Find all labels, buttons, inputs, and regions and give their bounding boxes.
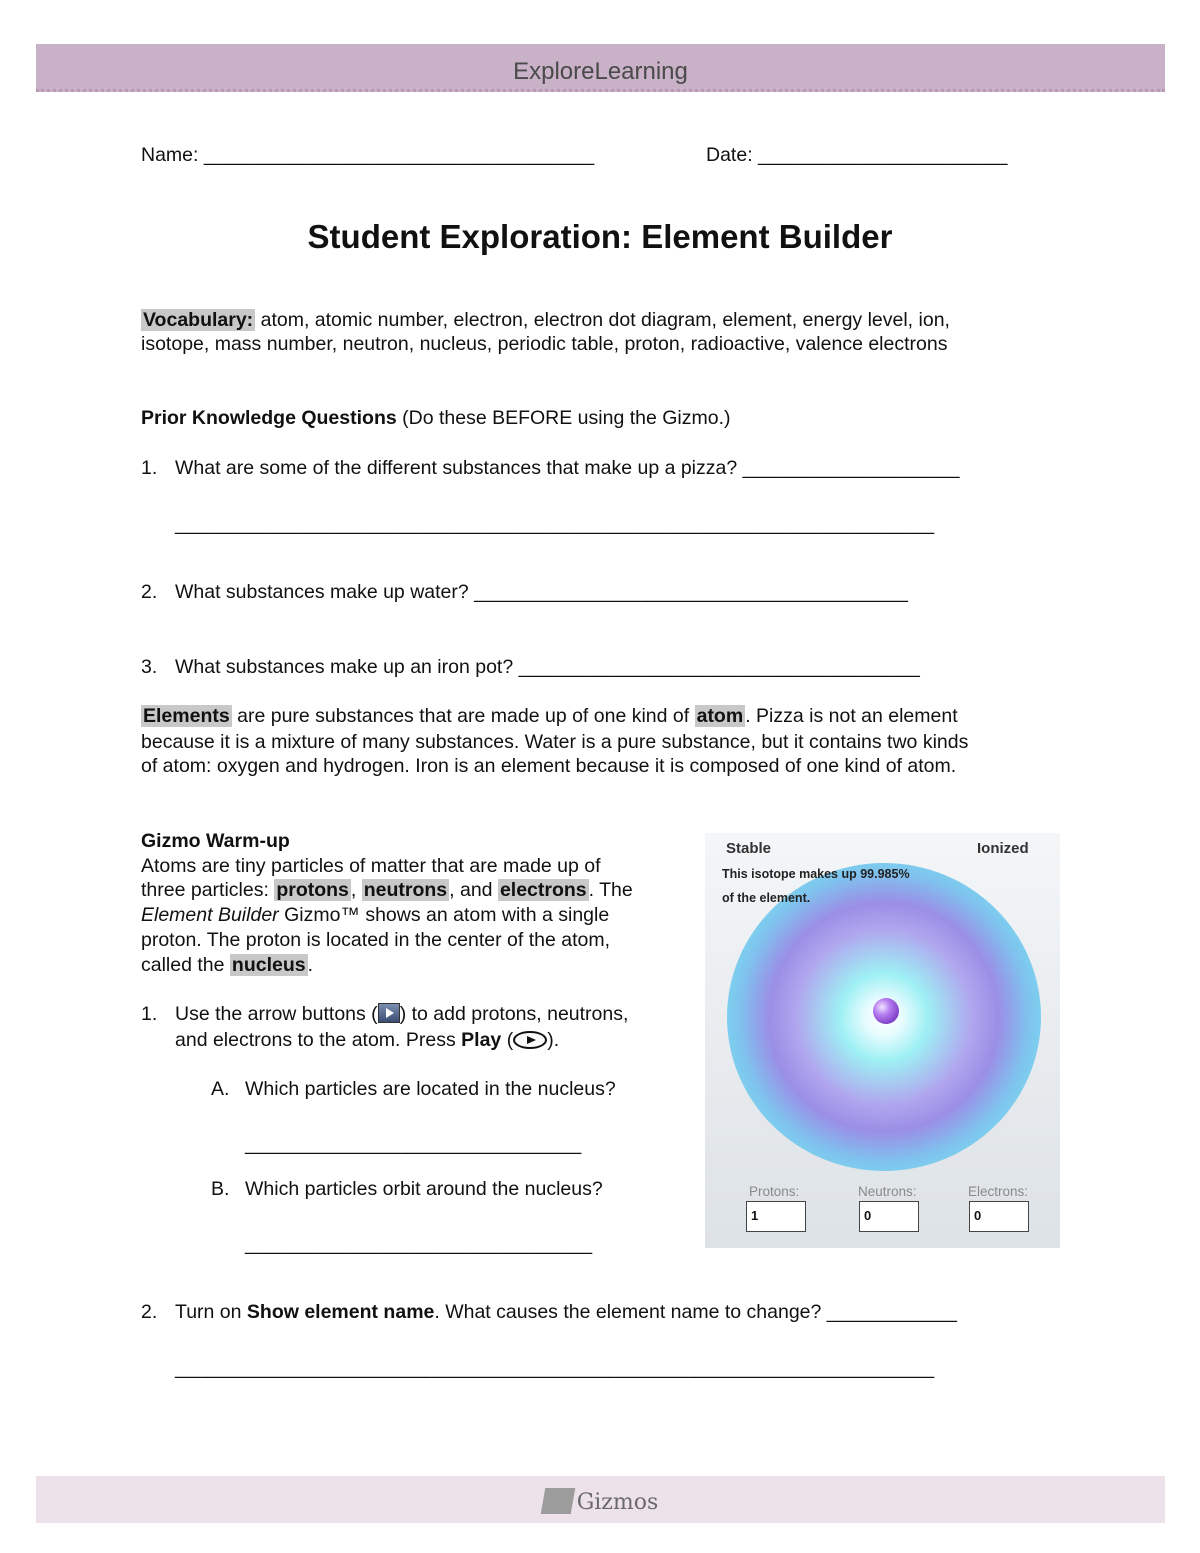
warmup-question-1-line-2 (175, 1029, 559, 1052)
question-text: ) to add protons, neutrons, (399, 1003, 629, 1025)
warmup-heading (141, 830, 290, 853)
gizmo-atom-panel (705, 833, 1060, 1248)
neutrons-count: 0 (859, 1201, 919, 1232)
prior-heading (141, 407, 731, 430)
question-text: Use the arrow buttons ( (175, 1003, 378, 1025)
footer-bar (36, 1476, 1165, 1523)
electrons-label: Electrons: (968, 1184, 1029, 1199)
name-label: Name: (141, 144, 199, 166)
warmup-text: Gizmo™ shows an atom with a single (278, 904, 610, 926)
answer-blank: ________________________________ (245, 1233, 593, 1255)
sub-question-text: Which particles orbit around the nucleus? (245, 1178, 603, 1200)
warmup-text: , (350, 879, 362, 901)
gizmos-logo-icon (540, 1488, 575, 1514)
warmup-text: called the (141, 954, 230, 976)
sub-question-label: A. (211, 1078, 230, 1100)
question-text: What are some of the different substances that make up a pizza? ____________________ (175, 457, 960, 479)
term-neutrons: neutrons (363, 879, 448, 901)
date-label: Date: (706, 144, 753, 166)
question-number: 3. (141, 656, 158, 678)
sub-question-a (211, 1078, 616, 1101)
play-button-icon (513, 1031, 547, 1049)
vocabulary-line-2: isotope, mass number, neutron, nucleus, periodic table, proton, radioactive, valence electrons (141, 333, 948, 355)
header-bar (36, 44, 1165, 92)
date-line (706, 144, 1007, 167)
question-text: and electrons to the atom. Press (175, 1029, 462, 1051)
question-text: ( (501, 1029, 514, 1051)
warmup-line-5 (141, 954, 313, 977)
question-number: 2. (141, 1301, 158, 1323)
sub-question-text: Which particles are located in the nucleus? (245, 1078, 616, 1100)
protons-count: 1 (746, 1201, 806, 1232)
neutrons-label: Neutrons: (858, 1184, 917, 1199)
prior-heading-title: Prior Knowledge Questions (141, 407, 397, 429)
elements-paragraph-line-1 (141, 705, 958, 728)
warmup-text: three particles: (141, 879, 275, 901)
answer-blank: ______________________________________________________________________ (175, 513, 935, 535)
isotope-info-line: of the element. (722, 891, 811, 905)
question-text: What substances make up an iron pot? _____________________________________ (175, 656, 920, 678)
warmup-question-2 (141, 1301, 957, 1324)
warmup-line-4: proton. The proton is located in the center of the atom, (141, 929, 611, 951)
proton-particle (873, 998, 899, 1024)
answer-blank: ______________________________________________________________________ (175, 1357, 935, 1379)
date-blank: _______________________ (758, 144, 1008, 166)
stable-label: Stable (726, 840, 772, 857)
sub-question-label: B. (211, 1178, 230, 1200)
question-number: 2. (141, 581, 158, 603)
warmup-text: , and (449, 879, 498, 901)
question-number: 1. (141, 1003, 158, 1025)
warmup-line-1: Atoms are tiny particles of matter that are made up of (141, 855, 601, 877)
term-electrons: electrons (499, 879, 587, 901)
term-nucleus: nucleus (231, 954, 306, 976)
sub-question-b (211, 1178, 603, 1201)
question-text: What substances make up water? ________________________________________ (175, 581, 908, 603)
question-text: . What causes the element name to change? ____________ (434, 1301, 957, 1323)
warmup-line-2 (141, 879, 633, 902)
page-title: Student Exploration: Element Builder (307, 218, 893, 255)
ionized-label: Ionized (977, 840, 1029, 857)
footer-logo (36, 1488, 1165, 1515)
term-protons: protons (276, 879, 349, 901)
isotope-info-line: This isotope makes up 99.985% (722, 867, 910, 881)
electrons-count: 0 (969, 1201, 1029, 1232)
vocabulary-text-1: atom, atomic number, electron, electron dot diagram, element, energy level, ion, (255, 309, 950, 331)
play-label: Play (461, 1029, 502, 1051)
term-elements: Elements (143, 705, 230, 727)
vocabulary-line-1 (141, 309, 950, 332)
paragraph-text: . Pizza is not an element (745, 705, 958, 727)
show-element-name-label: Show element name (246, 1301, 435, 1323)
prior-question-2 (141, 581, 908, 604)
term-atom: atom (696, 705, 744, 727)
warmup-text: . The (588, 879, 633, 901)
vocabulary-label: Vocabulary: (143, 309, 254, 331)
warmup-line-3 (141, 904, 609, 927)
elements-paragraph-line-2: because it is a mixture of many substances. Water is a pure substance, but it contains two kinds (141, 731, 969, 753)
question-number: 1. (141, 457, 158, 479)
warmup-heading-text: Gizmo Warm-up (141, 830, 290, 852)
prior-question-3 (141, 656, 920, 679)
arrow-button-icon (378, 1003, 400, 1023)
prior-heading-note: (Do these BEFORE using the Gizmo.) (396, 407, 731, 429)
question-text: Turn on (175, 1301, 247, 1323)
brand-logo: ExploreLearning (513, 58, 688, 85)
prior-question-1 (141, 457, 960, 480)
name-line (141, 144, 594, 167)
warmup-question-1 (141, 1003, 628, 1026)
paragraph-text: are pure substances that are made up of one kind of (231, 705, 695, 727)
question-text: ). (547, 1029, 560, 1051)
warmup-text: . (307, 954, 314, 976)
answer-blank: _______________________________ (245, 1133, 582, 1155)
footer-brand: Gizmos (576, 1490, 659, 1515)
name-blank: ____________________________________ (203, 144, 595, 166)
gizmo-name-italic: Element Builder (141, 904, 279, 926)
isotope-info (722, 862, 910, 910)
protons-label: Protons: (749, 1184, 800, 1199)
elements-paragraph-line-3: of atom: oxygen and hydrogen. Iron is an element because it is composed of one kind of atom. (141, 755, 957, 777)
